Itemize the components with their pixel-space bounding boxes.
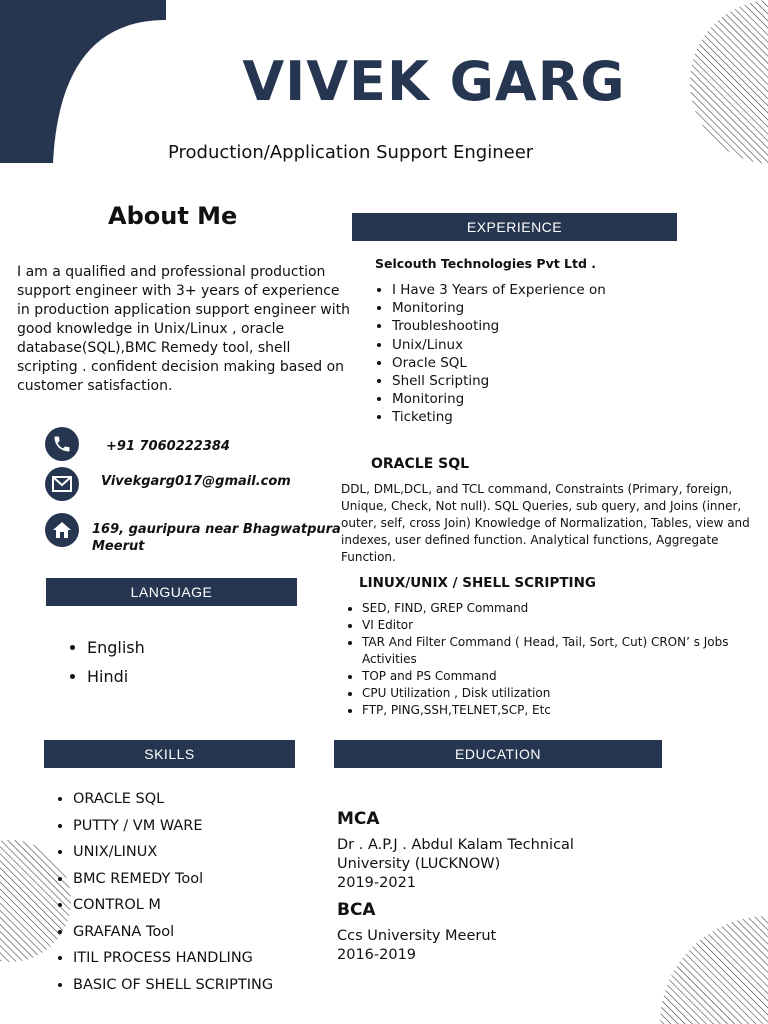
- email-icon: [45, 467, 79, 501]
- linux-list: [345, 600, 768, 719]
- experience-list: [376, 281, 606, 427]
- list-item: • VI Editor: [362, 617, 768, 634]
- address-line-2: Meerut: [92, 539, 145, 554]
- skills-header: SKILLS: [44, 740, 295, 768]
- list-item: • UNIX/LINUX: [73, 839, 273, 866]
- oracle-text: DDL, DML,DCL, and TCL command, Constraints (Primary, foreign, Unique, Check, Not null). SQL Queries, sub query, and Joins (inner, outer, self, cross Join) Knowledge of Normalization, Tables, view and indexes, user defined function. Analytical functions, Aggregate Function.: [341, 482, 750, 564]
- edu-details-bca: [337, 927, 496, 965]
- list-item: • Monitoring: [392, 390, 606, 408]
- list-item: • FTP, PING,SSH,TELNET,SCP, Etc: [362, 702, 768, 719]
- education-header: EDUCATION: [334, 740, 662, 768]
- language-list: [70, 633, 145, 691]
- edu-degree-mca: MCA: [337, 809, 380, 829]
- address: [92, 521, 341, 555]
- about-heading: About Me: [108, 202, 238, 230]
- list-item: • English: [87, 633, 145, 662]
- edu-degree-bca: BCA: [337, 900, 376, 920]
- hatched-circle-bottom-right: [612, 916, 768, 1024]
- experience-header: EXPERIENCE: [352, 213, 677, 241]
- list-item: • I Have 3 Years of Experience on: [392, 281, 606, 299]
- list-item: • CONTROL M: [73, 892, 273, 919]
- list-item: • BASIC OF SHELL SCRIPTING: [73, 972, 273, 999]
- list-item: • Ticketing: [392, 408, 606, 426]
- list-item: • BMC REMEDY Tool: [73, 866, 273, 893]
- edu-line: University (LUCKNOW): [337, 856, 501, 872]
- phone-icon: [45, 427, 79, 461]
- edu-line: 2016-2019: [337, 947, 417, 963]
- list-item: • Oracle SQL: [392, 354, 606, 372]
- linux-heading: LINUX/UNIX / SHELL SCRIPTING: [359, 575, 596, 591]
- oracle-heading: ORACLE SQL: [371, 456, 470, 472]
- candidate-name: VIVEK GARG: [242, 50, 626, 113]
- email-address: Vivekgarg017@gmail.com: [101, 474, 291, 489]
- list-item: • ORACLE SQL: [73, 786, 273, 813]
- list-item: • ITIL PROCESS HANDLING: [73, 945, 273, 972]
- list-item: • CPU Utilization , Disk utilization: [362, 685, 768, 702]
- home-icon: [45, 513, 79, 547]
- list-item: • Monitoring: [392, 299, 606, 317]
- job-title: Production/Application Support Engineer: [168, 142, 534, 163]
- list-item: • TAR And Filter Command ( Head, Tail, Sort, Cut) CRON’ s Jobs Activities: [362, 634, 768, 668]
- about-text: I am a qualified and professional production support engineer with 3+ years of experience in production application support engineer with good knowledge in Unix/Linux , oracle database(SQL),BMC Remedy tool, shell scripting . confident decision making based on customer satisfaction.: [17, 264, 350, 394]
- list-item: • PUTTY / VM WARE: [73, 813, 273, 840]
- list-item: • SED, FIND, GREP Command: [362, 600, 768, 617]
- list-item: • GRAFANA Tool: [73, 919, 273, 946]
- edu-line: Dr . A.P.J . Abdul Kalam Technical: [337, 837, 574, 853]
- list-item: • TOP and PS Command: [362, 668, 768, 685]
- list-item: • Unix/Linux: [392, 336, 606, 354]
- edu-line: 2019-2021: [337, 875, 417, 891]
- address-line-1: 169, gauripura near Bhagwatpura: [92, 522, 341, 537]
- skills-list: [56, 786, 273, 998]
- list-item: • Hindi: [87, 662, 145, 691]
- company-name: Selcouth Technologies Pvt Ltd .: [375, 256, 597, 271]
- edu-line: Ccs University Meerut: [337, 928, 497, 944]
- list-item: • Shell Scripting: [392, 372, 606, 390]
- list-item: • Troubleshooting: [392, 317, 606, 335]
- edu-details-mca: [337, 836, 574, 893]
- language-header: LANGUAGE: [46, 578, 297, 606]
- phone-number: +91 7060222384: [106, 439, 230, 454]
